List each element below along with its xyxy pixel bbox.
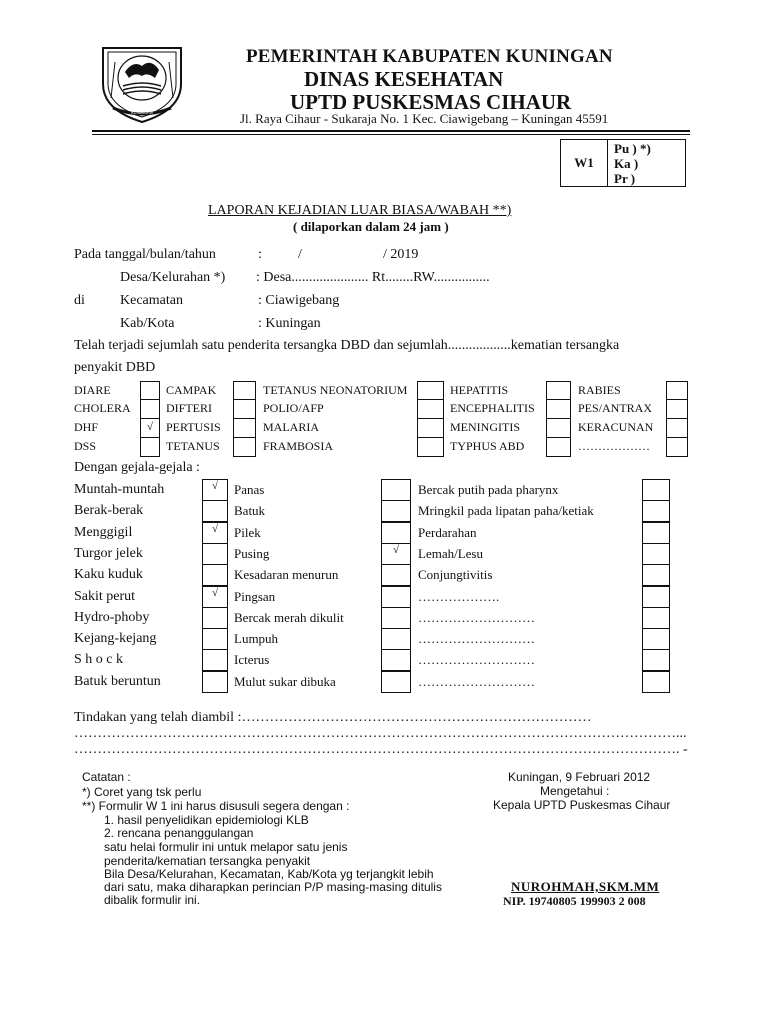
symptom-checkbox[interactable] bbox=[381, 500, 411, 522]
symptom-checkbox[interactable] bbox=[202, 649, 228, 671]
symptom-checkbox[interactable] bbox=[642, 564, 670, 586]
disease-checkbox[interactable] bbox=[417, 381, 444, 401]
symptom-label: Mulut sukar dibuka bbox=[234, 674, 336, 689]
symptom-checkbox[interactable] bbox=[202, 628, 228, 650]
symptom-checkbox[interactable] bbox=[381, 564, 411, 586]
symptom-label: Pilek bbox=[234, 525, 261, 540]
kecamatan-label: Kecamatan bbox=[120, 293, 183, 308]
disease-checkbox[interactable] bbox=[546, 399, 571, 419]
disease-checkbox[interactable] bbox=[666, 418, 688, 438]
symptom-label: Pusing bbox=[234, 546, 270, 561]
symptom-checkbox[interactable] bbox=[642, 628, 670, 650]
symptom-checkbox[interactable] bbox=[642, 479, 670, 501]
symptom-checkbox[interactable] bbox=[381, 586, 411, 608]
symptom-checkbox[interactable] bbox=[642, 607, 670, 629]
statement-line2: penyakit DBD bbox=[74, 360, 156, 375]
form-code-option: Pr ) bbox=[614, 170, 636, 186]
symptom-checkbox[interactable]: √ bbox=[202, 522, 228, 544]
symptom-checkbox[interactable] bbox=[202, 564, 228, 586]
symptom-label: Lemah/Lesu bbox=[418, 546, 483, 561]
disease-checkbox[interactable] bbox=[140, 399, 160, 419]
symptom-label: Icterus bbox=[234, 652, 270, 667]
symptom-label: Bercak putih pada pharynx bbox=[418, 482, 559, 497]
note-line: 1. hasil penyelidikan epidemiologi KLB bbox=[104, 813, 309, 827]
symptom-label: Turgor jelek bbox=[74, 546, 143, 561]
disease-label: DIFTERI bbox=[166, 401, 212, 415]
symptom-label: ……………………… bbox=[418, 674, 535, 689]
header-rule-thick bbox=[92, 130, 690, 132]
date-colon: : bbox=[258, 247, 262, 262]
signature-known: Mengetahui : bbox=[540, 784, 610, 798]
symptom-checkbox[interactable] bbox=[642, 522, 670, 544]
date-label: Pada tanggal/bulan/tahun bbox=[74, 247, 216, 262]
form-code-option: Pu ) *) bbox=[614, 140, 651, 156]
disease-label: ENCEPHALITIS bbox=[450, 401, 535, 415]
header-line1: PEMERINTAH KABUPATEN KUNINGAN bbox=[246, 46, 613, 67]
disease-checkbox[interactable] bbox=[417, 399, 444, 419]
symptom-label: ……………………… bbox=[418, 631, 535, 646]
symptom-checkbox[interactable] bbox=[642, 543, 670, 565]
disease-checkbox[interactable] bbox=[233, 399, 256, 419]
symptom-label: Perdarahan bbox=[418, 525, 477, 540]
disease-checkbox[interactable] bbox=[546, 418, 571, 438]
desa-value: : Desa...................... Rt........RW................ bbox=[256, 270, 490, 285]
disease-label: PES/ANTRAX bbox=[578, 401, 653, 415]
disease-label: DIARE bbox=[74, 383, 111, 397]
date-year: / 2019 bbox=[383, 247, 419, 262]
disease-label: ……………… bbox=[578, 439, 650, 453]
form-code-options bbox=[608, 140, 686, 187]
symptom-label: Conjungtivitis bbox=[418, 567, 493, 582]
symptom-label: Kejang-kejang bbox=[74, 631, 157, 646]
symptom-label: Panas bbox=[234, 482, 265, 497]
note-line: Bila Desa/Kelurahan, Kecamatan, Kab/Kota yg terjangkit lebih bbox=[104, 867, 434, 881]
note-line: **) Formulir W 1 ini harus disusuli segera dengan : bbox=[82, 799, 350, 813]
disease-label: DHF bbox=[74, 420, 99, 434]
disease-label: DSS bbox=[74, 439, 97, 453]
disease-checkbox[interactable] bbox=[140, 381, 160, 401]
symptom-checkbox[interactable] bbox=[381, 522, 411, 544]
notes-title: Catatan : bbox=[82, 770, 131, 784]
symptom-checkbox[interactable] bbox=[642, 649, 670, 671]
symptom-checkbox[interactable] bbox=[202, 500, 228, 522]
symptom-label: Sakit perut bbox=[74, 589, 136, 604]
symptom-label: Pingsan bbox=[234, 589, 276, 604]
header-line3: UPTD PUSKESMAS CIHAUR bbox=[290, 90, 572, 114]
symptom-checkbox[interactable] bbox=[642, 500, 670, 522]
seal-lettering: KUNINGAN bbox=[131, 110, 153, 115]
kabkota-label: Kab/Kota bbox=[120, 316, 175, 331]
report-title: LAPORAN KEJADIAN LUAR BIASA/WABAH **) bbox=[208, 203, 512, 218]
disease-checkbox[interactable] bbox=[417, 418, 444, 438]
disease-label: HEPATITIS bbox=[450, 383, 509, 397]
symptom-checkbox[interactable] bbox=[381, 607, 411, 629]
action-line1: Tindakan yang telah diambil :………………………………………………………………… bbox=[74, 710, 592, 725]
symptom-label: Muntah-muntah bbox=[74, 482, 165, 497]
action-line3: …………………………………………………………………………………………………………………. - bbox=[74, 742, 688, 757]
kuningan-seal-logo bbox=[93, 42, 191, 124]
symptom-checkbox[interactable] bbox=[202, 607, 228, 629]
disease-label: POLIO/AFP bbox=[263, 401, 324, 415]
date-slash: / bbox=[298, 247, 302, 262]
disease-checkbox[interactable] bbox=[233, 437, 256, 457]
symptom-checkbox[interactable] bbox=[381, 671, 411, 693]
note-line: penderita/kematian tersangka penyakit bbox=[104, 854, 311, 868]
symptom-checkbox[interactable] bbox=[642, 586, 670, 608]
disease-checkbox[interactable] bbox=[666, 399, 688, 419]
disease-checkbox[interactable] bbox=[417, 437, 444, 457]
disease-label: RABIES bbox=[578, 383, 621, 397]
disease-checkbox[interactable] bbox=[140, 437, 160, 457]
symptom-label: Kaku kuduk bbox=[74, 567, 143, 582]
disease-checkbox[interactable]: √ bbox=[140, 418, 160, 438]
disease-checkbox[interactable] bbox=[233, 381, 256, 401]
symptom-checkbox[interactable] bbox=[381, 649, 411, 671]
symptom-label: Mringkil pada lipatan paha/ketiak bbox=[418, 503, 594, 518]
disease-checkbox[interactable] bbox=[546, 381, 571, 401]
symptom-checkbox[interactable] bbox=[381, 479, 411, 501]
symptom-checkbox[interactable]: √ bbox=[381, 543, 411, 565]
signature-position: Kepala UPTD Puskesmas Cihaur bbox=[493, 798, 671, 812]
kecamatan-value: : Ciawigebang bbox=[258, 293, 340, 308]
note-line: *) Coret yang tsk perlu bbox=[82, 785, 202, 799]
action-line2: …………………………………………………………………………………………………………………... bbox=[74, 726, 687, 741]
disease-label: TETANUS NEONATORIUM bbox=[263, 383, 408, 397]
symptom-checkbox[interactable] bbox=[202, 543, 228, 565]
disease-label: KERACUNAN bbox=[578, 420, 654, 434]
form-code-option: Ka ) bbox=[614, 155, 639, 171]
disease-checkbox[interactable] bbox=[546, 437, 571, 457]
symptom-label: Kesadaran menurun bbox=[234, 567, 339, 582]
form-code-box bbox=[560, 139, 686, 187]
symptom-label: Batuk beruntun bbox=[74, 674, 161, 689]
symptom-label: S h o c k bbox=[74, 652, 123, 667]
note-line: 2. rencana penanggulangan bbox=[104, 826, 254, 840]
disease-checkbox[interactable] bbox=[666, 381, 688, 401]
symptom-label: ……………………… bbox=[418, 652, 535, 667]
symptom-label: Bercak merah dikulit bbox=[234, 610, 344, 625]
signature-name: NUROHMAH,SKM.MM bbox=[511, 879, 660, 894]
form-code: W1 bbox=[561, 140, 608, 187]
symptom-label: Menggigil bbox=[74, 525, 133, 540]
disease-label: MALARIA bbox=[263, 420, 319, 434]
symptom-label: Hydro-phoby bbox=[74, 610, 150, 625]
symptom-checkbox[interactable] bbox=[642, 671, 670, 693]
symptom-checkbox[interactable] bbox=[381, 628, 411, 650]
symptom-checkbox[interactable] bbox=[202, 671, 228, 693]
symptom-checkbox[interactable]: √ bbox=[202, 586, 228, 608]
disease-label: FRAMBOSIA bbox=[263, 439, 334, 453]
disease-label: TYPHUS ABD bbox=[450, 439, 525, 453]
note-line: dibalik formulir ini. bbox=[104, 893, 201, 907]
report-subtitle: ( dilaporkan dalam 24 jam ) bbox=[293, 219, 449, 234]
desa-label: Desa/Kelurahan *) bbox=[120, 270, 226, 285]
disease-checkbox[interactable] bbox=[233, 418, 256, 438]
kabkota-value: : Kuningan bbox=[258, 316, 321, 331]
disease-label: PERTUSIS bbox=[166, 420, 221, 434]
signature-place-date: Kuningan, 9 Februari 2012 bbox=[508, 770, 651, 784]
signature-nip: NIP. 19740805 199903 2 008 bbox=[503, 894, 646, 908]
disease-label: MENINGITIS bbox=[450, 420, 520, 434]
header-rule-thin bbox=[92, 134, 690, 135]
header-address: Jl. Raya Cihaur - Sukaraja No. 1 Kec. Ciawigebang – Kuningan 45591 bbox=[240, 111, 609, 126]
symptom-checkbox[interactable]: √ bbox=[202, 479, 228, 501]
note-line: dari satu, maka diharapkan perincian P/P masing-masing ditulis bbox=[104, 880, 442, 894]
symptom-label: ……………………… bbox=[418, 610, 535, 625]
symptom-label: ………………. bbox=[418, 589, 500, 604]
disease-label: CHOLERA bbox=[74, 401, 131, 415]
note-line: satu helai formulir ini untuk melapor satu jenis bbox=[104, 840, 348, 854]
symptom-label: Lumpuh bbox=[234, 631, 279, 646]
header-line2: DINAS KESEHATAN bbox=[304, 67, 504, 91]
disease-checkbox[interactable] bbox=[666, 437, 688, 457]
disease-label: TETANUS bbox=[166, 439, 220, 453]
statement-line1: Telah terjadi sejumlah satu penderita tersangka DBD dan sejumlah..................kematian tersangka bbox=[74, 338, 620, 353]
di-label: di bbox=[74, 293, 85, 308]
symptom-label: Berak-berak bbox=[74, 503, 144, 518]
symptoms-label: Dengan gejala-gejala : bbox=[74, 460, 200, 475]
symptom-label: Batuk bbox=[234, 503, 266, 518]
disease-label: CAMPAK bbox=[166, 383, 217, 397]
